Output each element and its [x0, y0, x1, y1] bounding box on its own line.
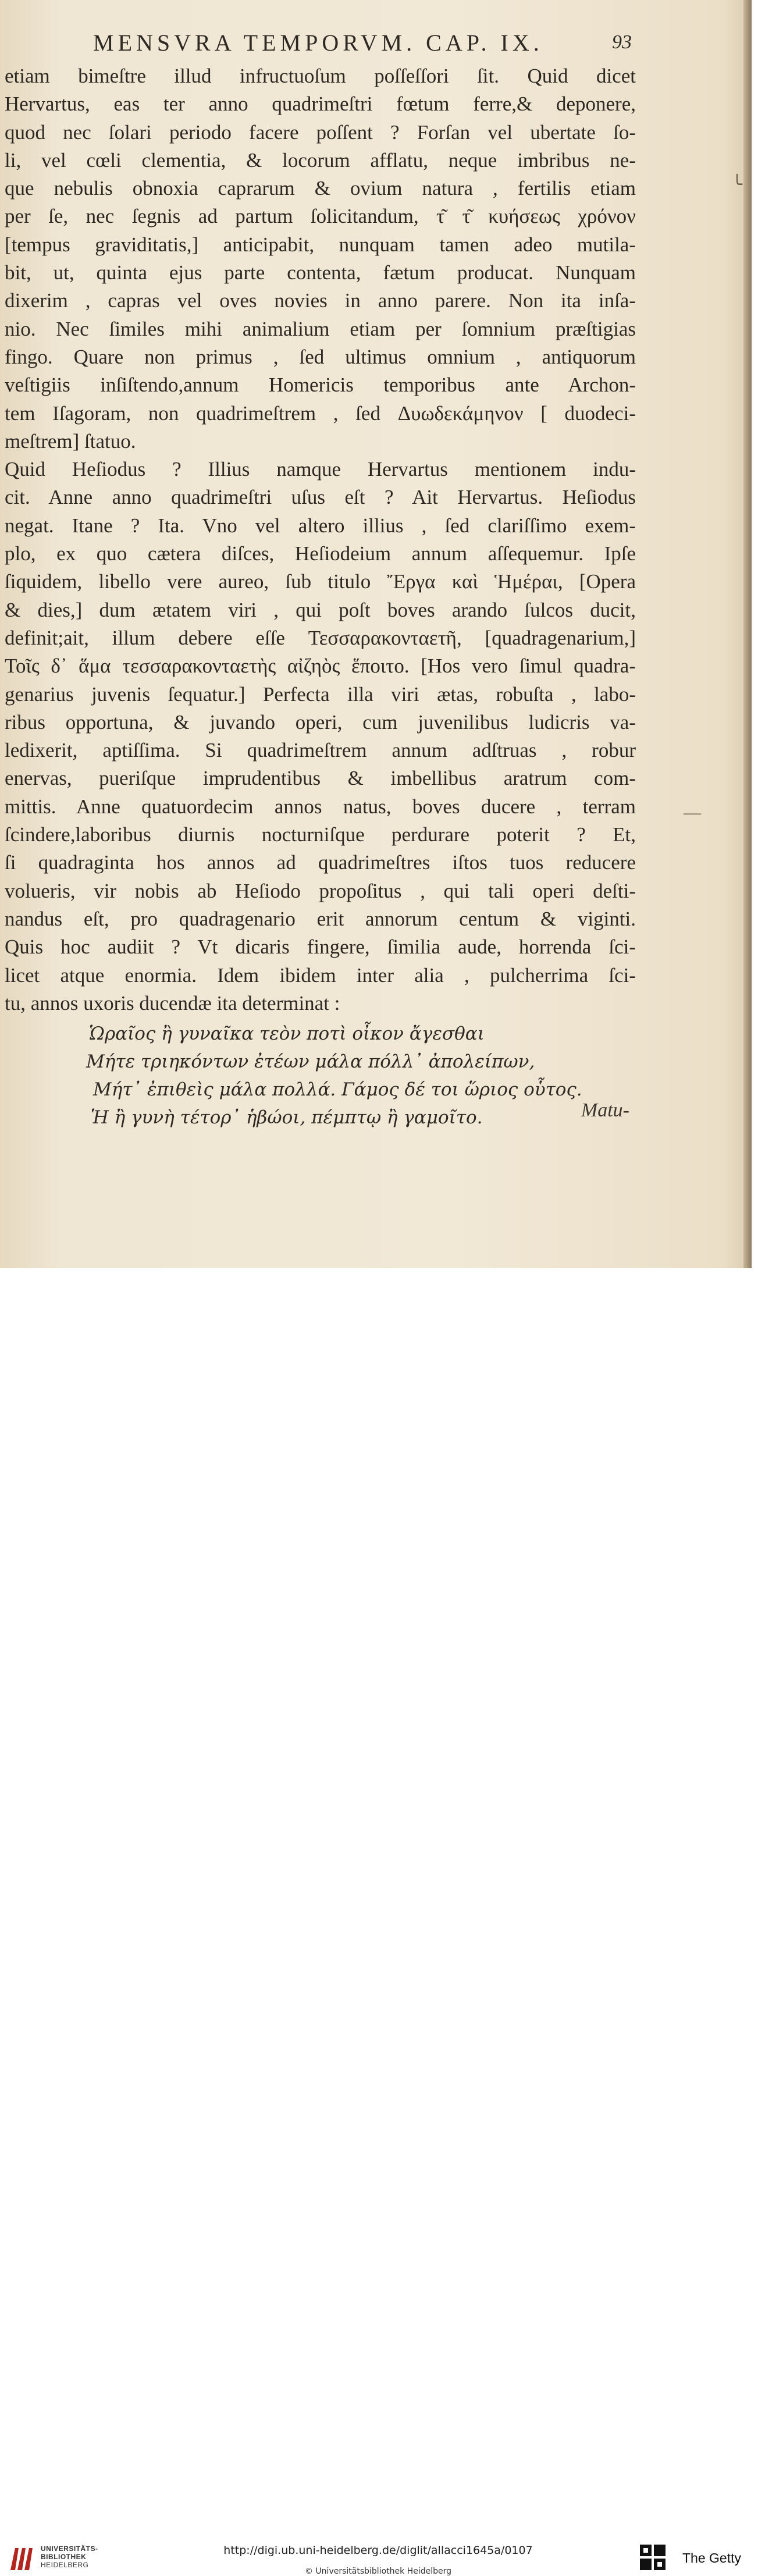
page-edge	[743, 0, 752, 1268]
verse-line: Ὡραῖος ἢ γυναῖκα τεὸν ποτὶ οἶκον ἄγεσθαι	[89, 1023, 485, 1045]
margin-mark: —	[684, 803, 701, 822]
body-text	[5, 62, 636, 1132]
text-line: bit, ut, quinta ejus parte contenta, fætum producat. Nunquam	[5, 261, 636, 284]
text-line: li, vel cœli clementia, & locorum afflatu, neque imbribus ne-	[5, 148, 636, 172]
text-line: negat. Itane ? Ita. Vno vel altero illius , ſed clariſſimo exem-	[5, 514, 636, 537]
margin-mark: ╰	[732, 175, 743, 194]
text-line: plo, ex quo cætera diſces, Heſiodeium annum aſſequemur. Ipſe	[5, 542, 636, 565]
text-line: licet atque enormia. Idem ibidem inter alia , pulcherrima ſci-	[5, 963, 636, 987]
text-line: veſtigiis inſiſtendo,annum Homericis temporibus ante Archon-	[5, 373, 636, 397]
text-line: Quid Heſiodus ? Illius namque Hervartus mentionem indu-	[5, 458, 636, 481]
partner-name: The Getty	[682, 2550, 741, 2566]
text-line: que nebulis obnoxia caprarum & ovium natura , fertilis etiam	[5, 177, 636, 200]
text-line: genarius juvenis ſequatur.] Perfecta illa viri ætas, robuſta , labo-	[5, 682, 636, 706]
copyright-notice: © Universitätsbibliothek Heidelberg	[304, 2567, 451, 2576]
library-name: UNIVERSITÄTS- BIBLIOTHEK HEIDELBERG	[41, 2545, 98, 2569]
verse-line: Μήτε τριηκόντων ἐτέων μάλα πόλλ᾽ ἀπολείπων,	[86, 1051, 535, 1073]
text-line: ribus opportuna, & juvando operi, cum juvenilibus ludicris va-	[5, 710, 636, 734]
text-line: mittis. Anne quatuordecim annos natus, boves ducere , terram	[5, 795, 636, 818]
text-line: meſtrem] ſtatuo.	[5, 429, 136, 453]
text-line: per ſe, nec ſegnis ad partum ſolicitandum, τ͂ τ͂ κυήσεως χρόνον	[5, 205, 636, 228]
text-line: nio. Nec ſimiles mihi animalium etiam per ſomnium præſtigias	[5, 317, 636, 340]
text-line: tu, annos uxoris ducendæ ita determinat :	[5, 991, 340, 1015]
text-line: Τοῖς δ᾽ ἅμα τεσσαρακονταετὴς αἰζηὸς ἕποιτο. [Hos vero ſimul quadra-	[5, 654, 636, 678]
verse-line: Μήτ᾽ ἐπιθεὶς μάλα πολλά. Γάμος δέ τοι ὥριος οὗτος.	[93, 1079, 582, 1101]
text-line: Hervartus, eas ter anno quadrimeſtri fœtum ferre,& deponere,	[5, 92, 636, 116]
permalink-url[interactable]: http://digi.ub.uni-heidelberg.de/diglit/allacci1645a/0107	[223, 2544, 533, 2557]
text-line: volueris, vir nobis ab Heſiodo propoſitus , qui tali operi deſti-	[5, 879, 636, 902]
text-line: ſi quadraginta hos annos ad quadrimeſtres iſtos tuos reducere	[5, 851, 636, 874]
text-line: quod nec ſolari periodo facere poſſent ? Forſan vel ubertate ſo-	[5, 120, 636, 144]
text-line: Quis hoc audiit ? Vt dicaris fingere, ſimilia aude, horrenda ſci-	[5, 935, 636, 959]
text-line: ſiquidem, libello vere aureo, ſub titulo Ἔργα καὶ Ἡμέραι, [Opera	[5, 570, 636, 593]
catchword: Matu-	[581, 1100, 629, 1121]
text-line: [tempus graviditatis,] anticipabit, nunquam tamen adeo mutila-	[5, 233, 636, 256]
text-line: cit. Anne anno quadrimeſtri uſus eſt ? Ait Hervartus. Heſiodus	[5, 486, 636, 509]
text-line: nandus eſt, pro quadragenario erit annorum centum & viginti.	[5, 907, 636, 930]
text-line: fingo. Quare non primus , ſed ultimus omnium , antiquorum	[5, 345, 636, 368]
getty-logo-icon	[639, 2543, 667, 2573]
body-lines	[5, 62, 636, 1017]
viewer-footer	[0, 1268, 758, 2576]
text-line: tem Iſagoram, non quadrimeſtrem , ſed Δυωδεκάμηνον [ duodeci-	[5, 401, 636, 425]
running-title: MENSVRA TEMPORVM. CAP. IX.	[93, 30, 543, 56]
text-line: etiam bimeſtre illud infructuoſum poſſeſſori ſit. Quid dicet	[5, 65, 636, 87]
text-line: & dies,] dum ætatem viri , qui poſt boves arando ſulcos ducit,	[5, 598, 636, 621]
verse-block	[5, 1020, 636, 1132]
text-line: ledixerit, aptiſſima. Si quadrimeſtrem annum adſtruas , robur	[5, 739, 636, 762]
text-line: definit;ait, illum debere eſſe Τεσσαρακονταετῆ, [quadragenarium,]	[5, 626, 636, 649]
text-line: ſcindere,laboribus diurnis nocturniſque perdurare poterit ? Et,	[5, 823, 636, 846]
text-line: enervas, pueriſque imprudentibus & imbellibus aratrum com-	[5, 767, 636, 790]
text-line: dixerim , capras vel oves novies in anno parere. Non ita inſa-	[5, 289, 636, 312]
verse-line: Ἡ ἢ γυνὴ τέτορ᾽ ἡβώοι, πέμπτῳ ἢ γαμοῖτο.	[91, 1107, 483, 1129]
university-library-logo-icon	[8, 2543, 34, 2573]
book-page	[0, 0, 752, 1268]
page-number: 93	[612, 31, 632, 53]
